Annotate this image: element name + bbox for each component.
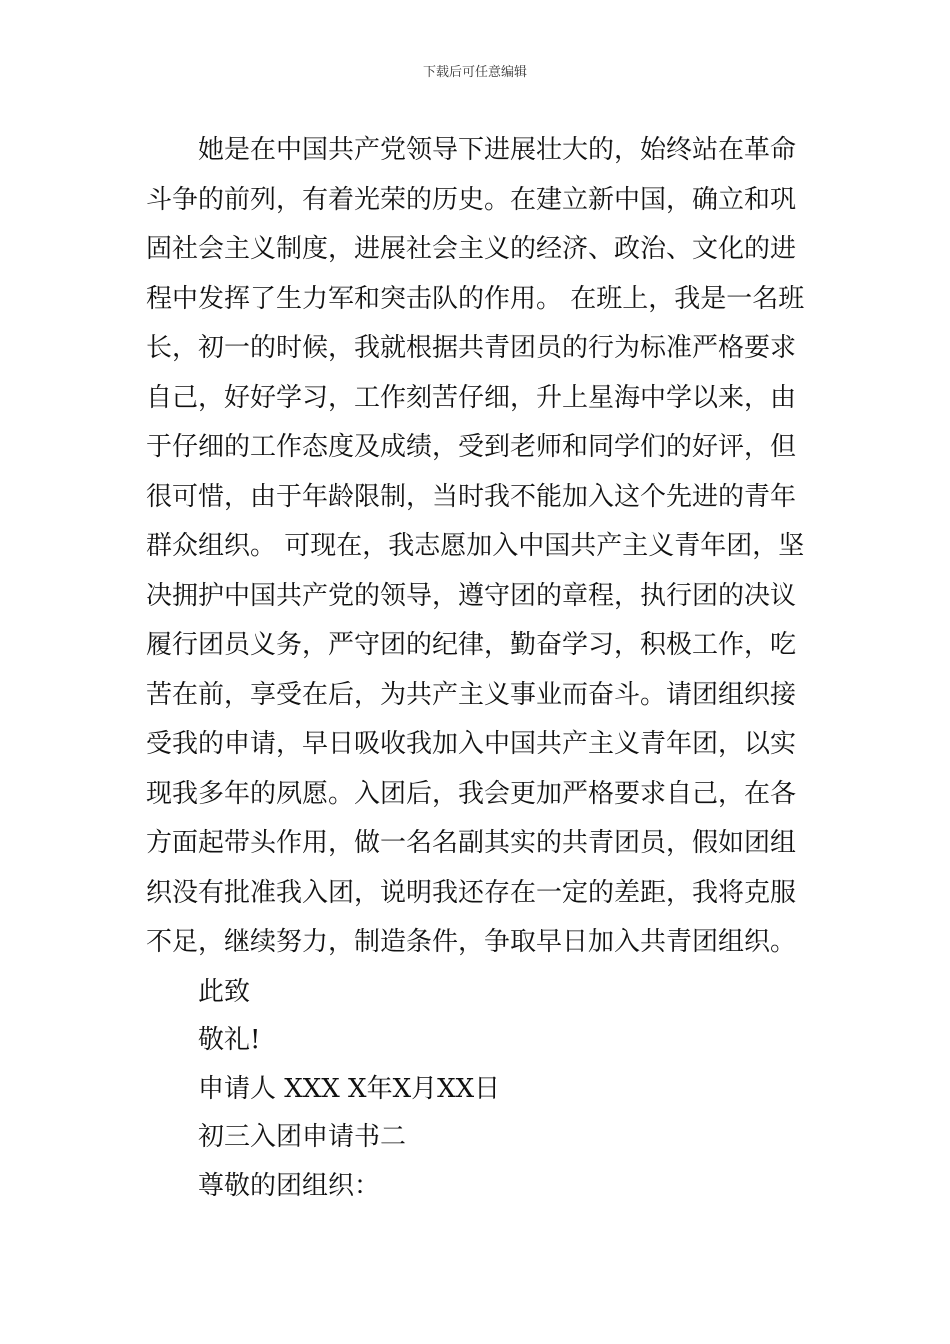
paragraph-line: 她是在中国共产党领导下进展壮大的，始终站在革命 [198, 135, 797, 165]
signature-line: 申请人 XXX X年X月XX日 [198, 1073, 501, 1104]
paragraph-line: 织没有批准我入团，说明我还存在一定的差距，我将克服 [146, 877, 797, 908]
paragraph-line: 受我的申请，早日吸收我加入中国共产主义青年团，以实 [146, 729, 797, 759]
paragraph-line: 斗争的前列，有着光荣的历史。在建立新中国，确立和巩 [146, 184, 797, 215]
paragraph-line: 于仔细的工作态度及成绩，受到老师和同学们的好评，但 [146, 432, 797, 462]
salutation-line: 尊敬的团组织： [198, 1170, 381, 1201]
document-body [146, 126, 808, 1210]
paragraph-line: 苦在前，享受在后，为共产主义事业而奋斗。请团组织接 [146, 679, 797, 710]
closing-salute: 敬礼! [198, 1025, 261, 1055]
closing-greeting: 此致 [198, 976, 251, 1007]
paragraph-line: 固社会主义制度，进展社会主义的经济、政治、文化的进 [146, 234, 797, 264]
paragraph-line: 长，初一的时候，我就根据共青团员的行为标准严格要求 [146, 333, 797, 363]
paragraph-line: 群众组织。 可现在，我志愿加入中国共产主义青年团，坚 [146, 531, 805, 561]
paragraph-line: 现我多年的夙愿。入团后，我会更加严格要求自己，在各 [146, 778, 797, 809]
paragraph-line: 履行团员义务，严守团的纪律，勤奋学习，积极工作，吃 [146, 630, 797, 660]
paragraph-line: 不足，继续努力，制造条件，争取早日加入共青团组织。 [146, 927, 797, 957]
page-header: 下载后可任意编辑 [422, 65, 527, 80]
paragraph-line: 程中发挥了生力军和突击队的作用。 在班上，我是一名班 [146, 283, 805, 314]
section-title: 初三入团申请书二 [198, 1122, 407, 1152]
paragraph-line: 决拥护中国共产党的领导，遵守团的章程，执行团的决议 [146, 580, 797, 611]
paragraph-line: 方面起带头作用，做一名名副其实的共青团员，假如团组 [146, 828, 797, 858]
paragraph-line: 自己，好好学习，工作刻苦仔细，升上星海中学以来，由 [146, 382, 797, 413]
paragraph-line: 很可惜，由于年龄限制，当时我不能加入这个先进的青年 [146, 481, 797, 512]
